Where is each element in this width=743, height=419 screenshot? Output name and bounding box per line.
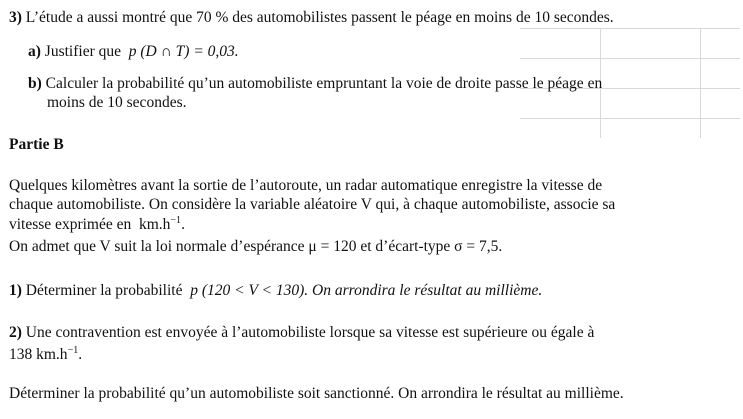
subquestion-text: Justifier que [44, 43, 121, 60]
intro-line-1: Quelques kilomètres avant la sortie de l’autoroute, un radar automatique enregistre la vitesse de [9, 177, 603, 194]
question-b3: Déterminer la probabilité qu’un automobiliste soit sanctionné. On arrondira le résultat au millième. [9, 385, 624, 402]
intro-line-4: On admet que V suit la loi normale d’espérance μ = 120 et d’écart-type σ = 7,5. [9, 238, 503, 255]
question-text: L’étude a aussi montré que 70 % des automobilistes passent le péage en moins de 10 secondes. [25, 9, 614, 26]
unit-exponent: −1 [170, 215, 182, 226]
question-text: Déterminer la probabilité [25, 282, 183, 299]
question-number: 1) [9, 282, 22, 299]
subquestion-text: Calculer la probabilité qu’un automobiliste empruntant la voie de droite passe le péage en [45, 75, 603, 92]
unit: km.h [138, 216, 171, 233]
unit-exponent: −1 [67, 345, 79, 356]
bleed-through-line [520, 58, 740, 59]
question-3b-continued [47, 94, 186, 112]
question-b2 [9, 324, 594, 342]
question-text: Une contravention est envoyée à l’automobiliste lorsque sa vitesse est supérieure ou égale à [25, 324, 595, 341]
subquestion-label: a) [28, 43, 41, 60]
intro-line-2: chaque automobiliste. On considère la variable aléatoire V qui, à chaque automobiliste, associe sa [9, 196, 616, 213]
formula: p (D ∩ T) = 0,03. [128, 43, 239, 60]
intro-line-3: vitesse exprimée en $km.h^{-1}$. [9, 215, 185, 233]
subquestion-text: moins de 10 secondes. [47, 94, 187, 111]
question-b2-continued: 138 $km.h^{-1}$. [9, 345, 83, 363]
question-3b [28, 75, 602, 93]
formula: p (120 < V < 130). On arrondira le résultat au millième. [190, 282, 543, 299]
question-b1 [9, 282, 542, 300]
subquestion-label: b) [28, 75, 42, 92]
bleed-through-line [520, 118, 740, 119]
question-number: 3) [9, 9, 22, 26]
section-title: Partie B [9, 136, 64, 153]
question-number: 2) [9, 324, 22, 341]
question-3 [9, 9, 614, 27]
bleed-through-line [700, 28, 701, 138]
bleed-through-line [520, 28, 740, 29]
question-3a [28, 43, 239, 61]
